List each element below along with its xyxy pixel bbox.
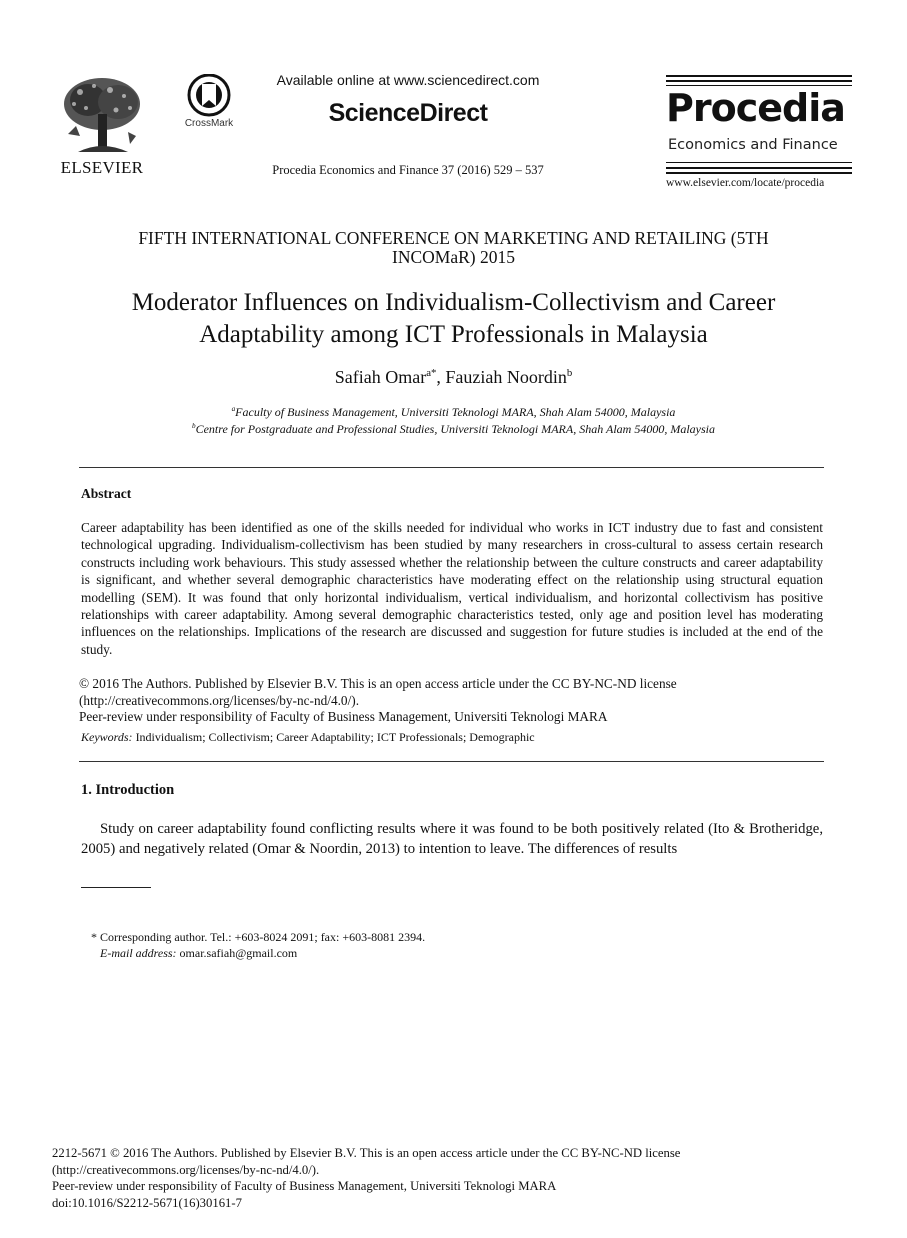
affiliation-mark: a bbox=[231, 405, 236, 413]
conference-line-1: FIFTH INTERNATIONAL CONFERENCE ON MARKETING AND RETAILING (5TH bbox=[138, 228, 769, 248]
procedia-bottom-rule bbox=[666, 160, 852, 176]
procedia-url-link[interactable]: www.elsevier.com/locate/procedia bbox=[666, 177, 825, 189]
author-name: Safiah Omar bbox=[334, 367, 427, 387]
crossmark-label: CrossMark bbox=[184, 118, 234, 129]
abstract-body: Career adaptability has been identified as one of the skills needed for individual who works in ICT industry due to fast and consistent technological upgrading. Individualism-collectivism has been studied by many researchers in cross-cultural to assess certain research constructs including work behaviours. This study assessed whether the relationship between the culture constructs and career adaptability is significant, and whether several demographic characteristics have moderating effect on the relationship using structural equation modelling (SEM). It was found that only horizontal individualism, vertical individualism, and horizontal collectivism has positive relationships with career adaptability. Among several demographic characteristics tested, only age and position level has moderating influences on the relationships. Implications of the research are discussed and suggestion for future studies is included at the end of the study. bbox=[81, 520, 823, 657]
peer-review-statement: Peer-review under responsibility of Faculty of Business Management, Universiti Teknologi MARA bbox=[79, 709, 608, 724]
available-online-text: Available online at www.sciencedirect.com bbox=[276, 72, 540, 88]
license-link[interactable]: (http://creativecommons.org/licenses/by-nc-nd/4.0/). bbox=[79, 692, 360, 708]
affiliation-mark: b bbox=[191, 422, 196, 430]
abstract-heading: Abstract bbox=[81, 486, 132, 501]
footnote-rule bbox=[81, 887, 151, 888]
author-marks: a* bbox=[426, 367, 437, 379]
author-name: Fauziah Noordin bbox=[445, 367, 567, 387]
abstract-bottom-rule bbox=[79, 761, 824, 762]
affiliations bbox=[60, 404, 847, 438]
conference-line-2: INCOMaR) 2015 bbox=[392, 247, 515, 267]
affiliation-text: Faculty of Business Management, Universiti Teknologi MARA, Shah Alam 54000, Malaysia bbox=[235, 405, 676, 419]
affiliation-a bbox=[60, 404, 847, 421]
elsevier-tree-icon bbox=[58, 74, 146, 158]
author-separator: , bbox=[436, 367, 446, 387]
title-line-2: Adaptability among ICT Professionals in Malaysia bbox=[199, 321, 708, 348]
introduction-heading: 1. Introduction bbox=[81, 782, 175, 798]
keywords bbox=[81, 730, 823, 745]
footer-peer-review: Peer-review under responsibility of Faculty of Business Management, Universiti Teknologi MARA bbox=[52, 1179, 557, 1193]
crossmark-badge[interactable] bbox=[178, 74, 240, 134]
footnotes bbox=[91, 929, 691, 961]
procedia-wordmark: Procedia bbox=[666, 86, 845, 130]
article-title bbox=[60, 287, 847, 351]
keywords-label: Keywords: bbox=[81, 730, 133, 744]
elsevier-wordmark: ELSEVIER bbox=[60, 158, 144, 177]
title-line-1: Moderator Influences on Individualism-Collectivism and Career bbox=[131, 289, 776, 316]
author-marks: b bbox=[566, 367, 573, 379]
introduction-body: Study on career adaptability found conflicting results where it was found to be both positively related (Ito & Brotheridge, 2005) and negatively related (Omar & Noordin, 2013) to intention to leave. The differences of results bbox=[81, 821, 823, 857]
author-list bbox=[60, 367, 847, 388]
footer-doi[interactable]: doi:10.1016/S2212-5671(16)30161-7 bbox=[52, 1195, 242, 1210]
keywords-list: Individualism; Collectivism; Career Adaptability; ICT Professionals; Demographic bbox=[135, 730, 535, 744]
elsevier-logo bbox=[52, 72, 152, 182]
license-line-1: © 2016 The Authors. Published by Elsevier B.V. This is an open access article under the CC BY-NC-ND license bbox=[79, 676, 677, 691]
footer-license-link[interactable]: (http://creativecommons.org/licenses/by-nc-nd/4.0/). bbox=[52, 1162, 320, 1177]
email-label: E-mail address: bbox=[100, 946, 177, 960]
page-footer bbox=[52, 1145, 812, 1211]
affiliation-b bbox=[60, 421, 847, 438]
abstract-top-rule bbox=[79, 467, 824, 468]
sciencedirect-logo: ScienceDirect bbox=[328, 99, 488, 127]
crossmark-icon bbox=[178, 74, 240, 118]
license-block bbox=[79, 676, 824, 726]
corresponding-author-note: * Corresponding author. Tel.: +603-8024 2091; fax: +603-8081 2394. bbox=[91, 930, 426, 944]
affiliation-text: Centre for Postgraduate and Professional Studies, Universiti Teknologi MARA, Shah Alam 54000, Malaysia bbox=[195, 422, 715, 436]
procedia-subtitle: Economics and Finance bbox=[668, 137, 838, 153]
journal-reference: Procedia Economics and Finance 37 (2016) 529 – 537 bbox=[272, 163, 544, 177]
conference-name bbox=[60, 229, 847, 267]
footer-issn-license: 2212-5671 © 2016 The Authors. Published by Elsevier B.V. This is an open access article under the CC BY-NC-ND license bbox=[52, 1146, 681, 1160]
email-address[interactable]: omar.safiah@gmail.com bbox=[179, 946, 298, 960]
